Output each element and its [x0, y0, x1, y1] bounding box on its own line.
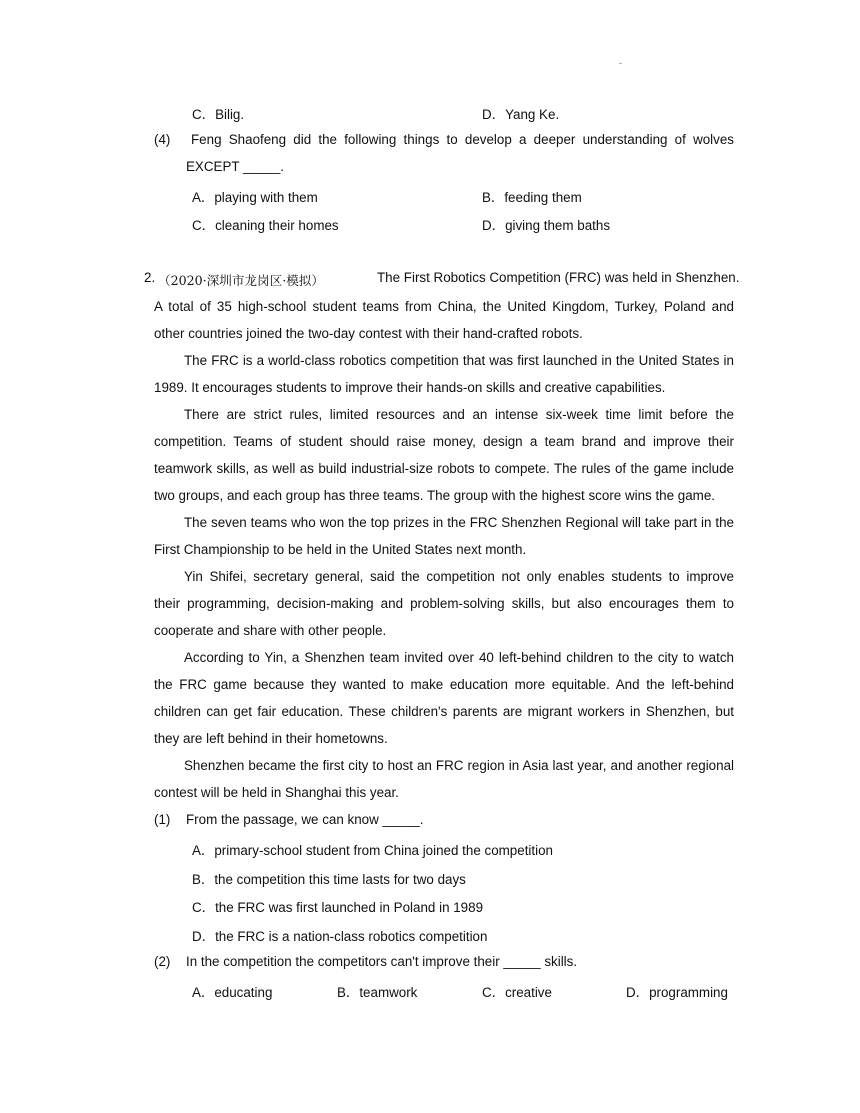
sub2-stem: In the competition the competitors can't improve their _____ skills. [186, 954, 578, 969]
top-mark: - [619, 58, 622, 68]
option-text: the FRC is a nation-class robotics competition [215, 929, 488, 944]
option-letter: C． [192, 900, 216, 915]
passage-line: teamwork skills, as well as build industrial-size robots to compete. The rules of the game include [154, 461, 734, 476]
option-text: playing with them [214, 190, 318, 205]
sub1-option-b[interactable] [192, 869, 466, 888]
option-letter: C． [192, 218, 216, 233]
sub2-option-d[interactable] [626, 982, 728, 1001]
option-letter: D． [626, 985, 650, 1000]
option-text: educating [214, 985, 273, 1000]
passage-line: The seven teams who won the top prizes in the FRC Shenzhen Regional will take part in the [184, 515, 734, 530]
q4-option-d[interactable] [482, 215, 610, 234]
passage-line: First Championship to be held in the United States next month. [154, 542, 527, 557]
q4-stem-line1: Feng Shaofeng did the following things to develop a deeper understanding of wolves [191, 132, 734, 147]
passage-line: According to Yin, a Shenzhen team invited over 40 left-behind children to the city to watch [184, 650, 734, 665]
option-letter: B． [337, 985, 360, 1000]
q4-option-b[interactable] [482, 187, 582, 206]
option-text: the competition this time lasts for two days [214, 872, 466, 887]
option-letter: D． [192, 929, 216, 944]
passage-line: they are left behind in their hometowns. [154, 731, 388, 746]
option-letter: C． [192, 107, 216, 122]
sub1-stem: From the passage, we can know _____. [186, 812, 424, 827]
passage-line: A total of 35 high-school student teams from China, the United Kingdom, Turkey, Poland and [154, 299, 734, 314]
option-letter: A． [192, 985, 215, 1000]
sub1-option-c[interactable] [192, 897, 483, 916]
sub2-option-c[interactable] [482, 982, 552, 1001]
q2-source: （2020·深圳市龙岗区·模拟） [158, 273, 324, 288]
sub2-option-a[interactable] [192, 982, 272, 1001]
passage-line: The First Robotics Competition (FRC) was held in Shenzhen. [377, 270, 740, 285]
passage-line: the FRC game because they wanted to make education more equitable. And the left-behind [154, 677, 734, 692]
option-letter: B． [482, 190, 505, 205]
option-text: Yang Ke. [505, 107, 560, 122]
q4-number: (4) [154, 132, 171, 147]
option-text: programming [649, 985, 728, 1000]
passage-line: 1989. It encourages students to improve their hands-on skills and creative capabilities. [154, 380, 666, 395]
passage-line: their programming, decision-making and problem-solving skills, but also encourages them to [154, 596, 734, 611]
option-letter: A． [192, 190, 215, 205]
option-text: cleaning their homes [215, 218, 339, 233]
passage-line: children can get fair education. These children's parents are migrant workers in Shenzhen, but [154, 704, 734, 719]
q4-stem-line2: EXCEPT _____. [186, 159, 285, 174]
option-text: teamwork [359, 985, 418, 1000]
option-text: the FRC was first launched in Poland in 1989 [215, 900, 484, 915]
passage-line: Yin Shifei, secretary general, said the competition not only enables students to improve [184, 569, 734, 584]
option-letter: B． [192, 872, 215, 887]
option-text: creative [505, 985, 552, 1000]
passage-line: competition. Teams of student should raise money, design a team brand and improve their [154, 434, 734, 449]
q3-option-d[interactable] [482, 104, 559, 123]
passage-line: other countries joined the two-day contest with their hand-crafted robots. [154, 326, 583, 341]
option-letter: D． [482, 218, 506, 233]
passage-line: two groups, and each group has three teams. The group with the highest score wins the game. [154, 488, 716, 503]
option-text: feeding them [504, 190, 582, 205]
q2-number: 2. [144, 270, 156, 285]
sub1-option-d[interactable] [192, 926, 487, 945]
sub2-number: (2) [154, 954, 171, 969]
sub1-option-a[interactable] [192, 840, 553, 859]
q3-option-c[interactable] [192, 104, 244, 123]
q4-option-a[interactable] [192, 187, 318, 206]
option-letter: C． [482, 985, 506, 1000]
passage-line: Shenzhen became the first city to host an FRC region in Asia last year, and another regional [184, 758, 734, 773]
option-text: giving them baths [505, 218, 611, 233]
option-text: primary-school student from China joined the competition [214, 843, 553, 858]
passage-line: There are strict rules, limited resources and an intense six-week time limit before the [184, 407, 734, 422]
sub2-option-b[interactable] [337, 982, 417, 1001]
passage-line: The FRC is a world-class robotics competition that was first launched in the United States in [184, 353, 734, 368]
option-letter: D． [482, 107, 506, 122]
option-letter: A． [192, 843, 215, 858]
passage-line: cooperate and share with other people. [154, 623, 387, 638]
q4-option-c[interactable] [192, 215, 339, 234]
sub1-number: (1) [154, 812, 171, 827]
option-text: Bilig. [215, 107, 245, 122]
passage-line: contest will be held in Shanghai this year. [154, 785, 399, 800]
